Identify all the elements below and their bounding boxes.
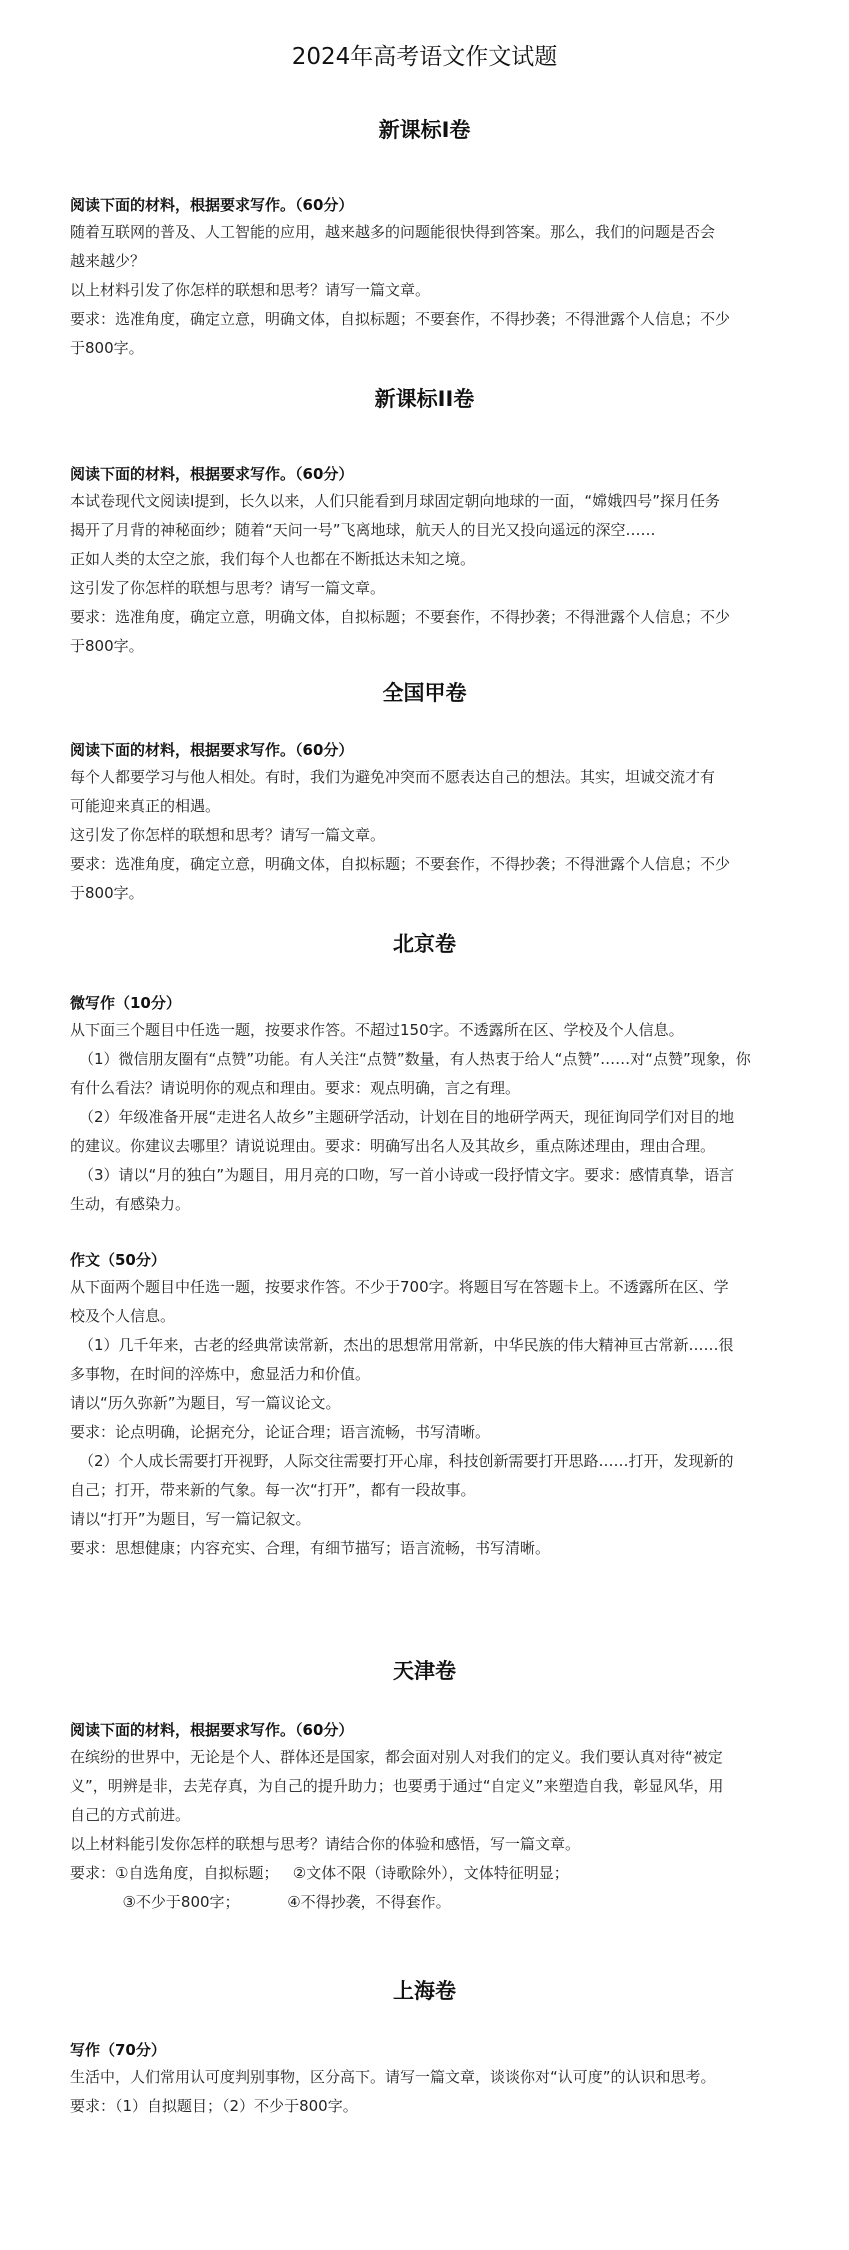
question-head: 写作（70分） (70, 2041, 166, 2059)
body-line: 这引发了你怎样的联想和思考？请写一篇文章。 (70, 826, 386, 844)
body-line: 从下面三个题目中任选一题，按要求作答。不超过150字。不透露所在区、学校及个人信息。 (70, 1021, 684, 1039)
section-title: 北京卷 (393, 932, 456, 956)
question-head: 阅读下面的材料，根据要求写作。（60分） (70, 465, 354, 483)
section-title: 新课标II卷 (374, 387, 475, 411)
question-head: 微写作（10分） (70, 994, 181, 1012)
body-line: （1）几千年来，古老的经典常读常新，杰出的思想常用常新，中华民族的伟大精神亘古常新……很 (79, 1336, 734, 1354)
body-line: 义”，明辨是非，去芜存真，为自己的提升助力；也要勇于通过“自定义”来塑造自我，彰显风华，用 (70, 1777, 724, 1795)
question-head: 阅读下面的材料，根据要求写作。（60分） (70, 741, 354, 759)
body-line: 的建议。你建议去哪里？请说说理由。要求：明确写出名人及其故乡，重点陈述理由，理由合理。 (70, 1137, 716, 1155)
body-line: 请以“历久弥新”为题目，写一篇议论文。 (70, 1394, 341, 1412)
body-line: 于800字。 (70, 637, 144, 655)
requirement-line: ③不少于800字； ④不得抄袭，不得套作。 (70, 1893, 451, 1911)
question-head: 阅读下面的材料，根据要求写作。（60分） (70, 196, 354, 214)
requirement-line: 要求：①自选角度，自拟标题； ②文体不限（诗歌除外），文体特征明显； (70, 1864, 569, 1882)
body-line: 生活中，人们常用认可度判别事物，区分高下。请写一篇文章，谈谈你对“认可度”的认识和思考。 (70, 2068, 716, 2086)
body-line: 本试卷现代文阅读I提到，长久以来，人们只能看到月球固定朝向地球的一面，“嫦娥四号”探月任务 (70, 492, 720, 510)
body-line: 要求：选准角度，确定立意，明确文体，自拟标题；不要套作，不得抄袭；不得泄露个人信息；不少 (70, 310, 731, 328)
body-line: 校及个人信息。 (70, 1307, 176, 1325)
question-head: 作文（50分） (70, 1251, 166, 1269)
body-line: 可能迎来真正的相遇。 (70, 797, 221, 815)
body-line: 以上材料能引发你怎样的联想与思考？请结合你的体验和感悟，写一篇文章。 (70, 1835, 581, 1853)
section-tianjin (70, 1655, 779, 1917)
body-line: （2）年级准备开展“走进名人故乡”主题研学活动，计划在目的地研学两天，现征询同学们对目的地 (79, 1108, 735, 1126)
body-line: 正如人类的太空之旅，我们每个人也都在不断抵达未知之境。 (70, 550, 476, 568)
section-xinkebiao-1 (70, 114, 779, 363)
body-line: 要求：选准角度，确定立意，明确文体，自拟标题；不要套作，不得抄袭；不得泄露个人信息；不少 (70, 608, 731, 626)
body-line: 这引发了你怎样的联想与思考？请写一篇文章。 (70, 579, 386, 597)
section-beijing (70, 928, 779, 1563)
body-line: （3）请以“月的独白”为题目，用月亮的口吻，写一首小诗或一段抒情文字。要求：感情真挚，语言 (79, 1166, 735, 1184)
body-line: （2）个人成长需要打开视野，人际交往需要打开心扉，科技创新需要打开思路……打开，发现新的 (79, 1452, 734, 1470)
body-line: 揭开了月背的神秘面纱；随着“天问一号”飞离地球，航天人的目光又投向遥远的深空…… (70, 521, 656, 539)
body-line: 有什么看法？请说明你的观点和理由。要求：观点明确，言之有理。 (70, 1079, 521, 1097)
body-line: 在缤纷的世界中，无论是个人、群体还是国家，都会面对别人对我们的定义。我们要认真对待“被定 (70, 1748, 723, 1766)
body-line: 自己的方式前进。 (70, 1806, 191, 1824)
section-shanghai (70, 1975, 779, 2121)
body-line: 要求：思想健康；内容充实、合理，有细节描写；语言流畅，书写清晰。 (70, 1539, 551, 1557)
question-head: 阅读下面的材料，根据要求写作。（60分） (70, 1721, 354, 1739)
body-line: 于800字。 (70, 884, 144, 902)
body-line: 从下面两个题目中任选一题，按要求作答。不少于700字。将题目写在答题卡上。不透露所在区、学 (70, 1278, 729, 1296)
body-line: 生动，有感染力。 (70, 1195, 191, 1213)
body-line: 多事物，在时间的淬炼中，愈显活力和价值。 (70, 1365, 371, 1383)
section-title: 天津卷 (393, 1659, 456, 1683)
section-title: 上海卷 (393, 1979, 456, 2003)
body-line: 以上材料引发了你怎样的联想和思考？请写一篇文章。 (70, 281, 431, 299)
body-line: 自己；打开，带来新的气象。每一次“打开”，都有一段故事。 (70, 1481, 476, 1499)
body-line: 于800字。 (70, 339, 144, 357)
section-quanguo-jia (70, 677, 779, 908)
body-line: 要求：（1）自拟题目；（2）不少于800字。 (70, 2097, 358, 2115)
body-line: 越来越少？ (70, 252, 146, 270)
body-line: 请以“打开”为题目，写一篇记叙文。 (70, 1510, 311, 1528)
body-line: 要求：选准角度，确定立意，明确文体，自拟标题；不要套作，不得抄袭；不得泄露个人信息；不少 (70, 855, 731, 873)
document-title: 2024年高考语文作文试题 (291, 44, 558, 70)
body-line: 每个人都要学习与他人相处。有时，我们为避免冲突而不愿表达自己的想法。其实，坦诚交流才有 (70, 768, 716, 786)
section-xinkebiao-2 (70, 383, 779, 661)
body-line: （1）微信朋友圈有“点赞”功能。有人关注“点赞”数量，有人热衷于给人“点赞”……对“点赞”现象，你 (79, 1050, 751, 1068)
section-title: 全国甲卷 (382, 681, 467, 705)
body-line: 随着互联网的普及、人工智能的应用，越来越多的问题能很快得到答案。那么，我们的问题是否会 (70, 223, 716, 241)
section-title: 新课标I卷 (378, 118, 471, 142)
body-line: 要求：论点明确，论据充分，论证合理；语言流畅，书写清晰。 (70, 1423, 491, 1441)
